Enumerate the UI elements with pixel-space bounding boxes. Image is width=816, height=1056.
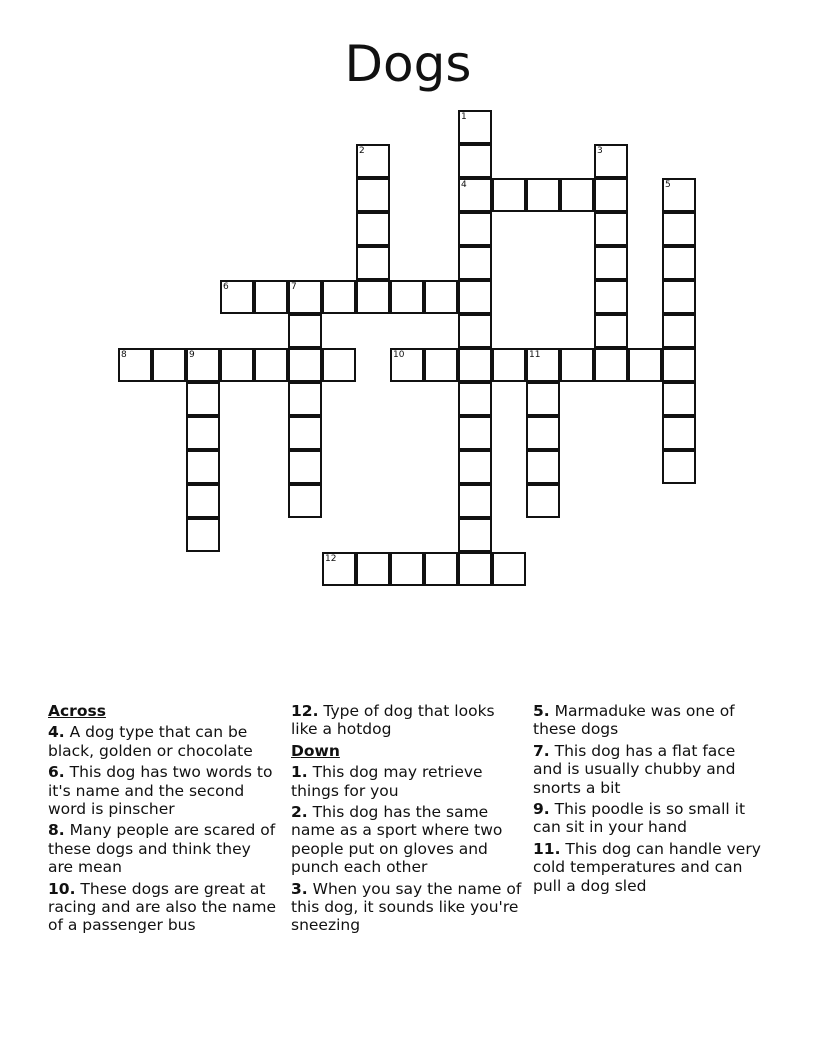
grid-cell[interactable] — [628, 348, 662, 382]
clues-column-3 — [533, 702, 765, 898]
grid-cell[interactable] — [322, 280, 356, 314]
grid-cell[interactable] — [186, 416, 220, 450]
grid-cell[interactable] — [186, 382, 220, 416]
grid-cell[interactable] — [220, 280, 254, 314]
grid-cell[interactable] — [458, 280, 492, 314]
grid-cell[interactable] — [492, 348, 526, 382]
grid-cell[interactable] — [152, 348, 186, 382]
clue-down-7 — [533, 742, 765, 797]
cell-number: 11 — [529, 350, 541, 360]
grid-cell[interactable] — [526, 484, 560, 518]
grid-cell[interactable] — [662, 246, 696, 280]
grid-cell[interactable] — [288, 314, 322, 348]
cell-number: 12 — [325, 554, 337, 564]
down-heading: Down — [291, 741, 340, 760]
grid-cell[interactable] — [424, 348, 458, 382]
clue-number: 5. — [533, 702, 550, 720]
cell-number: 4 — [461, 180, 467, 190]
grid-cell[interactable] — [458, 450, 492, 484]
grid-cell[interactable] — [458, 178, 492, 212]
clue-text: This poodle is so small it can sit in your hand — [533, 800, 746, 837]
grid-cell[interactable] — [356, 178, 390, 212]
grid-cell[interactable] — [526, 178, 560, 212]
clue-down-9 — [533, 800, 765, 837]
grid-cell[interactable] — [458, 212, 492, 246]
grid-cell[interactable] — [560, 178, 594, 212]
grid-cell[interactable] — [458, 518, 492, 552]
grid-cell[interactable] — [424, 280, 458, 314]
clue-down-2 — [291, 803, 523, 877]
grid-cell[interactable] — [594, 144, 628, 178]
grid-cell[interactable] — [662, 314, 696, 348]
clue-number: 2. — [291, 803, 308, 822]
grid-cell[interactable] — [322, 348, 356, 382]
grid-cell[interactable] — [458, 552, 492, 586]
grid-cell[interactable] — [662, 416, 696, 450]
grid-cell[interactable] — [356, 552, 390, 586]
cell-number: 8 — [121, 350, 127, 360]
clue-down-11 — [533, 840, 765, 895]
clue-number: 6. — [48, 763, 65, 782]
grid-cell[interactable] — [662, 178, 696, 212]
clue-across-12 — [291, 702, 523, 739]
clue-text: Type of dog that looks like a hotdog — [291, 702, 495, 739]
cell-number: 6 — [223, 282, 229, 292]
cell-number: 2 — [359, 146, 365, 156]
grid-cell[interactable] — [458, 484, 492, 518]
grid-cell[interactable] — [356, 144, 390, 178]
clue-number: 3. — [291, 879, 308, 898]
clue-text: This dog has the same name as a sport where two people put on gloves and punch each other — [291, 803, 503, 877]
grid-cell[interactable] — [288, 450, 322, 484]
grid-cell[interactable] — [186, 518, 220, 552]
clue-down-1 — [291, 763, 523, 800]
grid-cell[interactable] — [492, 178, 526, 212]
clue-across-10 — [48, 880, 280, 935]
grid-cell[interactable] — [288, 416, 322, 450]
grid-cell[interactable] — [594, 280, 628, 314]
grid-cell[interactable] — [186, 348, 220, 382]
grid-cell[interactable] — [288, 280, 322, 314]
clue-text: These dogs are great at racing and are also the name of a passenger bus — [48, 879, 276, 935]
clues-section — [0, 702, 816, 962]
grid-cell[interactable] — [458, 382, 492, 416]
grid-cell[interactable] — [526, 450, 560, 484]
grid-cell[interactable] — [424, 552, 458, 586]
clue-across-6 — [48, 763, 280, 818]
grid-cell[interactable] — [594, 178, 628, 212]
grid-cell[interactable] — [186, 450, 220, 484]
cell-number: 1 — [461, 112, 467, 122]
across-heading: Across — [48, 702, 106, 720]
clue-number: 12. — [291, 702, 319, 720]
grid-cell[interactable] — [458, 416, 492, 450]
cell-number: 10 — [393, 350, 405, 360]
grid-cell[interactable] — [662, 348, 696, 382]
grid-cell[interactable] — [662, 450, 696, 484]
clue-number: 9. — [533, 800, 550, 819]
grid-cell[interactable] — [662, 280, 696, 314]
grid-cell[interactable] — [594, 246, 628, 280]
clue-down-3 — [291, 880, 523, 935]
clue-across-4 — [48, 723, 280, 760]
grid-cell[interactable] — [390, 552, 424, 586]
clue-text: This dog may retrieve things for you — [291, 763, 483, 800]
clue-text: Many people are scared of these dogs and think they are mean — [48, 821, 276, 877]
grid-cell[interactable] — [254, 280, 288, 314]
grid-cell[interactable] — [186, 484, 220, 518]
cell-number: 7 — [291, 282, 297, 292]
cell-number: 9 — [189, 350, 195, 360]
cell-number: 5 — [665, 180, 671, 190]
grid-cell[interactable] — [662, 212, 696, 246]
grid-cell[interactable] — [526, 348, 560, 382]
grid-cell[interactable] — [594, 348, 628, 382]
clue-number: 11. — [533, 839, 561, 858]
page-title: Dogs — [344, 35, 472, 93]
grid-cell[interactable] — [220, 348, 254, 382]
grid-cell[interactable] — [356, 212, 390, 246]
clue-text: Marmaduke was one of these dogs — [533, 702, 735, 739]
grid-cell[interactable] — [458, 314, 492, 348]
clue-number: 10. — [48, 879, 76, 898]
grid-cell[interactable] — [526, 416, 560, 450]
grid-cell[interactable] — [458, 144, 492, 178]
grid-cell[interactable] — [662, 382, 696, 416]
cell-number: 3 — [597, 146, 603, 156]
clue-number: 4. — [48, 723, 65, 742]
clues-column-2 — [291, 702, 523, 938]
grid-cell[interactable] — [458, 348, 492, 382]
grid-cell[interactable] — [288, 382, 322, 416]
clue-text: A dog type that can be black, golden or chocolate — [48, 723, 253, 760]
grid-cell[interactable] — [118, 348, 152, 382]
grid-cell[interactable] — [526, 382, 560, 416]
clues-column-1 — [48, 702, 280, 938]
clue-number: 7. — [533, 741, 550, 760]
clue-number: 1. — [291, 763, 308, 782]
grid-cell[interactable] — [356, 280, 390, 314]
clue-number: 8. — [48, 821, 65, 840]
clue-text: When you say the name of this dog, it sounds like you're sneezing — [291, 879, 522, 935]
clue-across-8 — [48, 821, 280, 876]
grid-cell[interactable] — [594, 314, 628, 348]
grid-cell[interactable] — [288, 348, 322, 382]
clue-text: This dog can handle very cold temperatures and can pull a dog sled — [533, 839, 761, 895]
grid-cell[interactable] — [288, 484, 322, 518]
grid-cell[interactable] — [492, 552, 526, 586]
clue-down-5 — [533, 702, 765, 739]
grid-cell[interactable] — [254, 348, 288, 382]
grid-cell[interactable] — [322, 552, 356, 586]
clue-text: This dog has two words to it's name and the second word is pinscher — [48, 763, 273, 819]
grid-cell[interactable] — [390, 348, 424, 382]
clue-text: This dog has a flat face and is usually chubby and snorts a bit — [533, 741, 736, 797]
grid-cell[interactable] — [560, 348, 594, 382]
grid-cell[interactable] — [458, 246, 492, 280]
grid-cell[interactable] — [594, 212, 628, 246]
grid-cell[interactable] — [458, 110, 492, 144]
grid-cell[interactable] — [356, 246, 390, 280]
grid-cell[interactable] — [390, 280, 424, 314]
